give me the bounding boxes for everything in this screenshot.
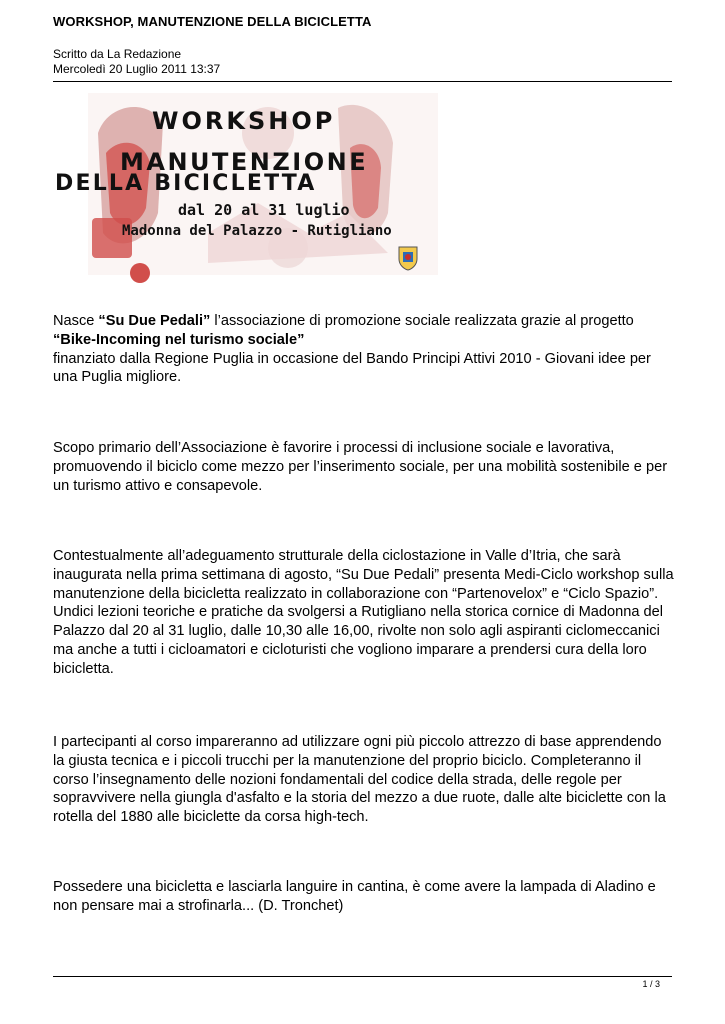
paragraph-5 <box>53 878 675 916</box>
workshop-banner-image <box>55 93 438 275</box>
paragraph-1 <box>53 312 675 387</box>
article-meta <box>53 47 220 77</box>
footer-divider <box>53 976 672 977</box>
header-divider <box>53 81 672 82</box>
paragraph-2 <box>53 439 675 495</box>
paragraph-3 <box>53 547 675 679</box>
author-line: Scritto da La Redazione <box>53 47 182 61</box>
page-number: 1 / 3 <box>642 979 660 989</box>
paragraph-1-text <box>53 312 675 387</box>
coat-of-arms-icon <box>397 245 419 271</box>
banner-line-dates: dal 20 al 31 luglio <box>178 201 350 219</box>
page-title: WORKSHOP, MANUTENZIONE DELLA BICICLETTA <box>53 14 372 29</box>
paragraph-5-text: Possedere una bicicletta e lasciarla languire in cantina, è come avere la lampada di Aladino e non pensare mai a strofinarla... (D. Tronchet) <box>53 879 656 914</box>
p1-project-name: “Bike-Incoming nel turismo sociale” <box>53 331 305 348</box>
p1-rest: finanziato dalla Regione Puglia in occasione del Bando Principi Attivi 2010 - Giovani idee per una Puglia migliore. <box>53 350 651 386</box>
banner-line-bicicletta: DELLA BICICLETTA <box>55 171 317 196</box>
paragraph-2-text: Scopo primario dell’Associazione è favorire i processi di inclusione sociale e lavorativa, promuovendo il biciclo come mezzo per l’inserimento sociale, per una mobilità sostenibile e per un turismo attivo e consapevole. <box>53 440 668 494</box>
p1-association-name: “Su Due Pedali” <box>98 313 211 329</box>
banner-text <box>55 93 438 275</box>
p1-mid: l’associazione di promozione sociale realizzata grazie al progetto <box>210 313 634 329</box>
banner-line-location: Madonna del Palazzo - Rutigliano <box>122 223 392 239</box>
p1-prefix: Nasce <box>53 313 99 329</box>
banner-line-manutenzione: MANUTENZIONE <box>120 148 369 176</box>
date-line: Mercoledì 20 Luglio 2011 13:37 <box>53 62 221 76</box>
banner-line-workshop: WORKSHOP <box>152 107 336 135</box>
paragraph-4 <box>53 733 675 827</box>
paragraph-3-text: Contestualmente all’adeguamento strutturale della ciclostazione in Valle d’Itria, che sarà inaugurata nella prima settimana di agosto, “Su Due Pedali” presenta Medi-Ciclo workshop sulla manutenzione della bicicletta realizzato in collaborazione con “Partenovelox” e “Ciclo Spazio”. Undici lezioni teoriche e pratiche da svolgersi a Rutigliano nella storica cornice di Madonna del Palazzo dal 20 al 31 luglio, dalle 10,30 alle 16,00, rivolte non solo agli aspiranti ciclomeccanici ma anche a tutti i cicloamatori e cicloturisti che vogliono imparare a prendersi cura della loro bicicletta. <box>53 548 674 677</box>
paragraph-4-text: I partecipanti al corso impareranno ad utilizzare ogni più piccolo attrezzo di base apprendendo la giusta tecnica e i piccoli trucchi per la manutenzione del proprio biciclo. Completeranno il corso l’insegnamento delle nozioni fondamentali del codice della strada, delle regole per sopravvivere nella giungla d'asfalto e la storia del mezzo a due ruote, dalle alte biciclette con la rotella del 1880 alle biciclette da corsa high-tech. <box>53 734 666 826</box>
